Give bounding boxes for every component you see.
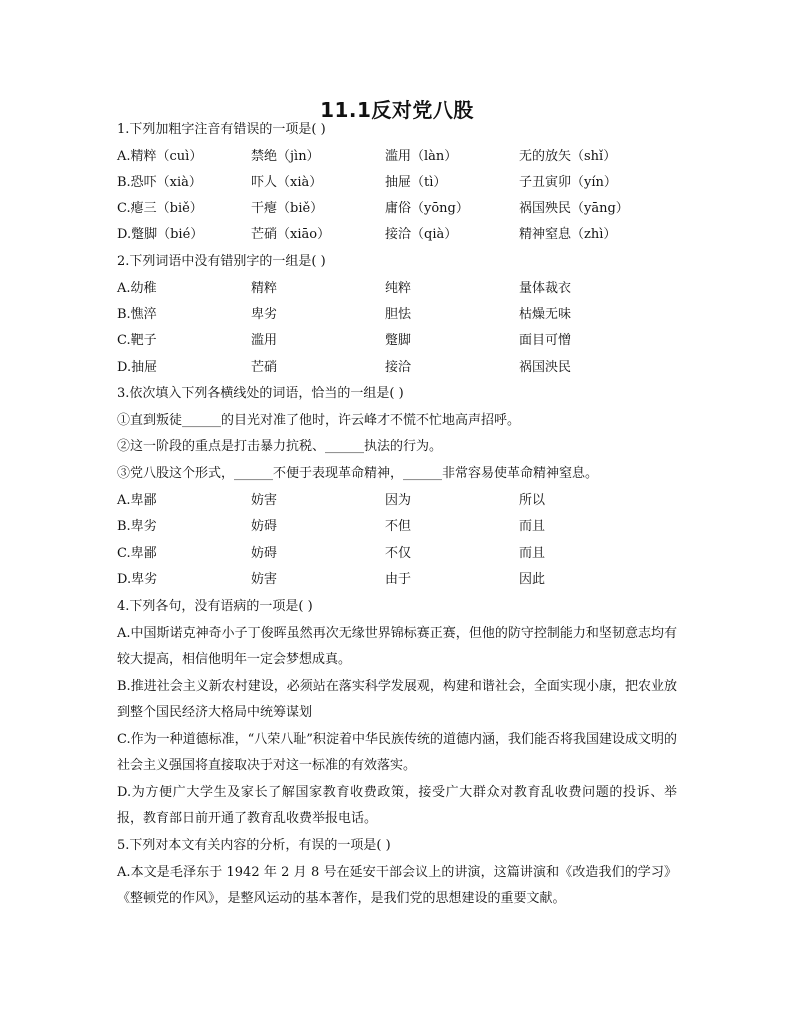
question-1-option-row-d — [117, 225, 677, 245]
question-3-sentence-2: ②这一阶段的重点是打击暴力抗税、______执法的行为。 — [117, 439, 443, 454]
option-cell: A.精粹（cuì） — [117, 149, 203, 164]
option-cell: 面目可憎 — [519, 333, 572, 348]
question-3-stem: 3.依次填入下列各横线处的词语，恰当的一组是( ) — [117, 386, 404, 401]
option-cell: 不仅 — [385, 546, 412, 561]
question-1-stem: 1.下列加粗字注音有错误的一项是( ) — [117, 122, 326, 137]
option-cell: 芒硝 — [251, 360, 278, 375]
option-cell: C.靶子 — [117, 333, 157, 348]
question-2-stem: 2.下列词语中没有错别字的一组是( ) — [117, 254, 326, 269]
option-cell: B.憔淬 — [117, 307, 157, 322]
option-cell: 妨碍 — [251, 519, 278, 534]
option-cell: 所以 — [519, 493, 546, 508]
option-cell: 抽屉（tì） — [385, 175, 447, 190]
option-cell: 纯粹 — [385, 281, 412, 296]
question-1-option-row-b — [117, 173, 677, 193]
option-cell: 而且 — [519, 546, 546, 561]
option-cell: 干瘪（biě） — [251, 201, 324, 216]
option-cell: 因此 — [519, 572, 546, 587]
question-3-option-row-b — [117, 517, 677, 537]
question-4-option-a: A.中国斯诺克神奇小子丁俊晖虽然再次无缘世界锦标赛正赛，但他的防守控制能力和坚韧意志均有较大提高，相信他明年一定会梦想成真。 — [117, 626, 677, 667]
option-cell: A.幼稚 — [117, 281, 157, 296]
option-cell: 妨碍 — [251, 546, 278, 561]
option-cell: 芒硝（xiāo） — [251, 227, 331, 242]
option-cell: 庸俗（yōng） — [385, 201, 469, 216]
option-cell: 妨害 — [251, 493, 278, 508]
page-title: 11.1反对党八股 — [320, 98, 474, 122]
option-cell: 祸国殃民（yāng） — [519, 201, 629, 216]
question-2-option-row-c — [117, 331, 677, 351]
question-4-option-c: C.作为一种道德标准，“八荣八耻”积淀着中华民族传统的道德内涵，我们能否将我国建设成文明的社会主义强国将直接取决于对这一标准的有效落实。 — [117, 732, 677, 773]
question-3-sentence-3: ③党八股这个形式，______不便于表现革命精神，______非常容易使革命精神窒息。 — [117, 466, 599, 481]
question-2-option-row-b — [117, 305, 677, 325]
option-cell: 因为 — [385, 493, 412, 508]
option-cell: 由于 — [385, 572, 412, 587]
question-3-option-row-d — [117, 570, 677, 590]
option-cell: 精粹 — [251, 281, 278, 296]
option-cell: D.卑劣 — [117, 572, 158, 587]
option-cell: 接洽（qià） — [385, 227, 458, 242]
question-3-option-row-c — [117, 544, 677, 564]
question-3-option-row-a — [117, 491, 677, 511]
option-cell: B.卑劣 — [117, 519, 157, 534]
option-cell: D.抽屉 — [117, 360, 158, 375]
option-cell: 量体裁衣 — [519, 281, 572, 296]
option-cell: 蹩脚 — [385, 333, 412, 348]
option-cell: 妨害 — [251, 572, 278, 587]
option-cell: 滥用 — [251, 333, 278, 348]
question-3-sentence-1: ①直到叛徒______的目光对准了他时，许云峰才不慌不忙地高声招呼。 — [117, 413, 521, 428]
option-cell: A.卑鄙 — [117, 493, 157, 508]
option-cell: 禁绝（jìn） — [251, 149, 320, 164]
question-4-stem: 4.下列各句，没有语病的一项是( ) — [117, 599, 313, 614]
option-cell: 胆怯 — [385, 307, 412, 322]
option-cell: 不但 — [385, 519, 412, 534]
question-4-option-d: D.为方便广大学生及家长了解国家教育收费政策，接受广大群众对教育乱收费问题的投诉、举报，教育部日前开通了教育乱收费举报电话。 — [117, 785, 677, 826]
option-cell: 卑劣 — [251, 307, 278, 322]
option-cell: 而且 — [519, 519, 546, 534]
question-4-option-b: B.推进社会主义新农村建设，必须站在落实科学发展观，构建和谐社会，全面实现小康，把农业放到整个国民经济大格局中统筹谋划 — [117, 679, 677, 720]
question-5-stem: 5.下列对本文有关内容的分析，有误的一项是( ) — [117, 838, 391, 853]
question-2-option-row-d — [117, 358, 677, 378]
question-1-option-row-c — [117, 199, 677, 219]
option-cell: 接洽 — [385, 360, 412, 375]
option-cell: 吓人（xià） — [251, 175, 323, 190]
option-cell: 精神窒息（zhì） — [519, 227, 617, 242]
question-5-option-a: A.本文是毛泽东于 1942 年 2 月 8 号在延安干部会议上的讲演，这篇讲演和《改造我们的学习》《整顿党的作风》，是整风运动的基本著作，是我们党的思想建设的重要文献。 — [117, 865, 677, 906]
option-cell: 子丑寅卯（yín） — [519, 175, 617, 190]
option-cell: 祸国泱民 — [519, 360, 572, 375]
option-cell: 滥用（làn） — [385, 149, 458, 164]
option-cell: C.瘪三（biě） — [117, 201, 203, 216]
option-cell: C.卑鄙 — [117, 546, 157, 561]
option-cell: 枯燥无味 — [519, 307, 572, 322]
option-cell: D.蹩脚（bié） — [117, 227, 204, 242]
option-cell: 无的放矢（shǐ） — [519, 149, 617, 164]
question-2-option-row-a — [117, 279, 677, 299]
question-1-option-row-a — [117, 147, 677, 167]
option-cell: B.恐吓（xià） — [117, 175, 202, 190]
